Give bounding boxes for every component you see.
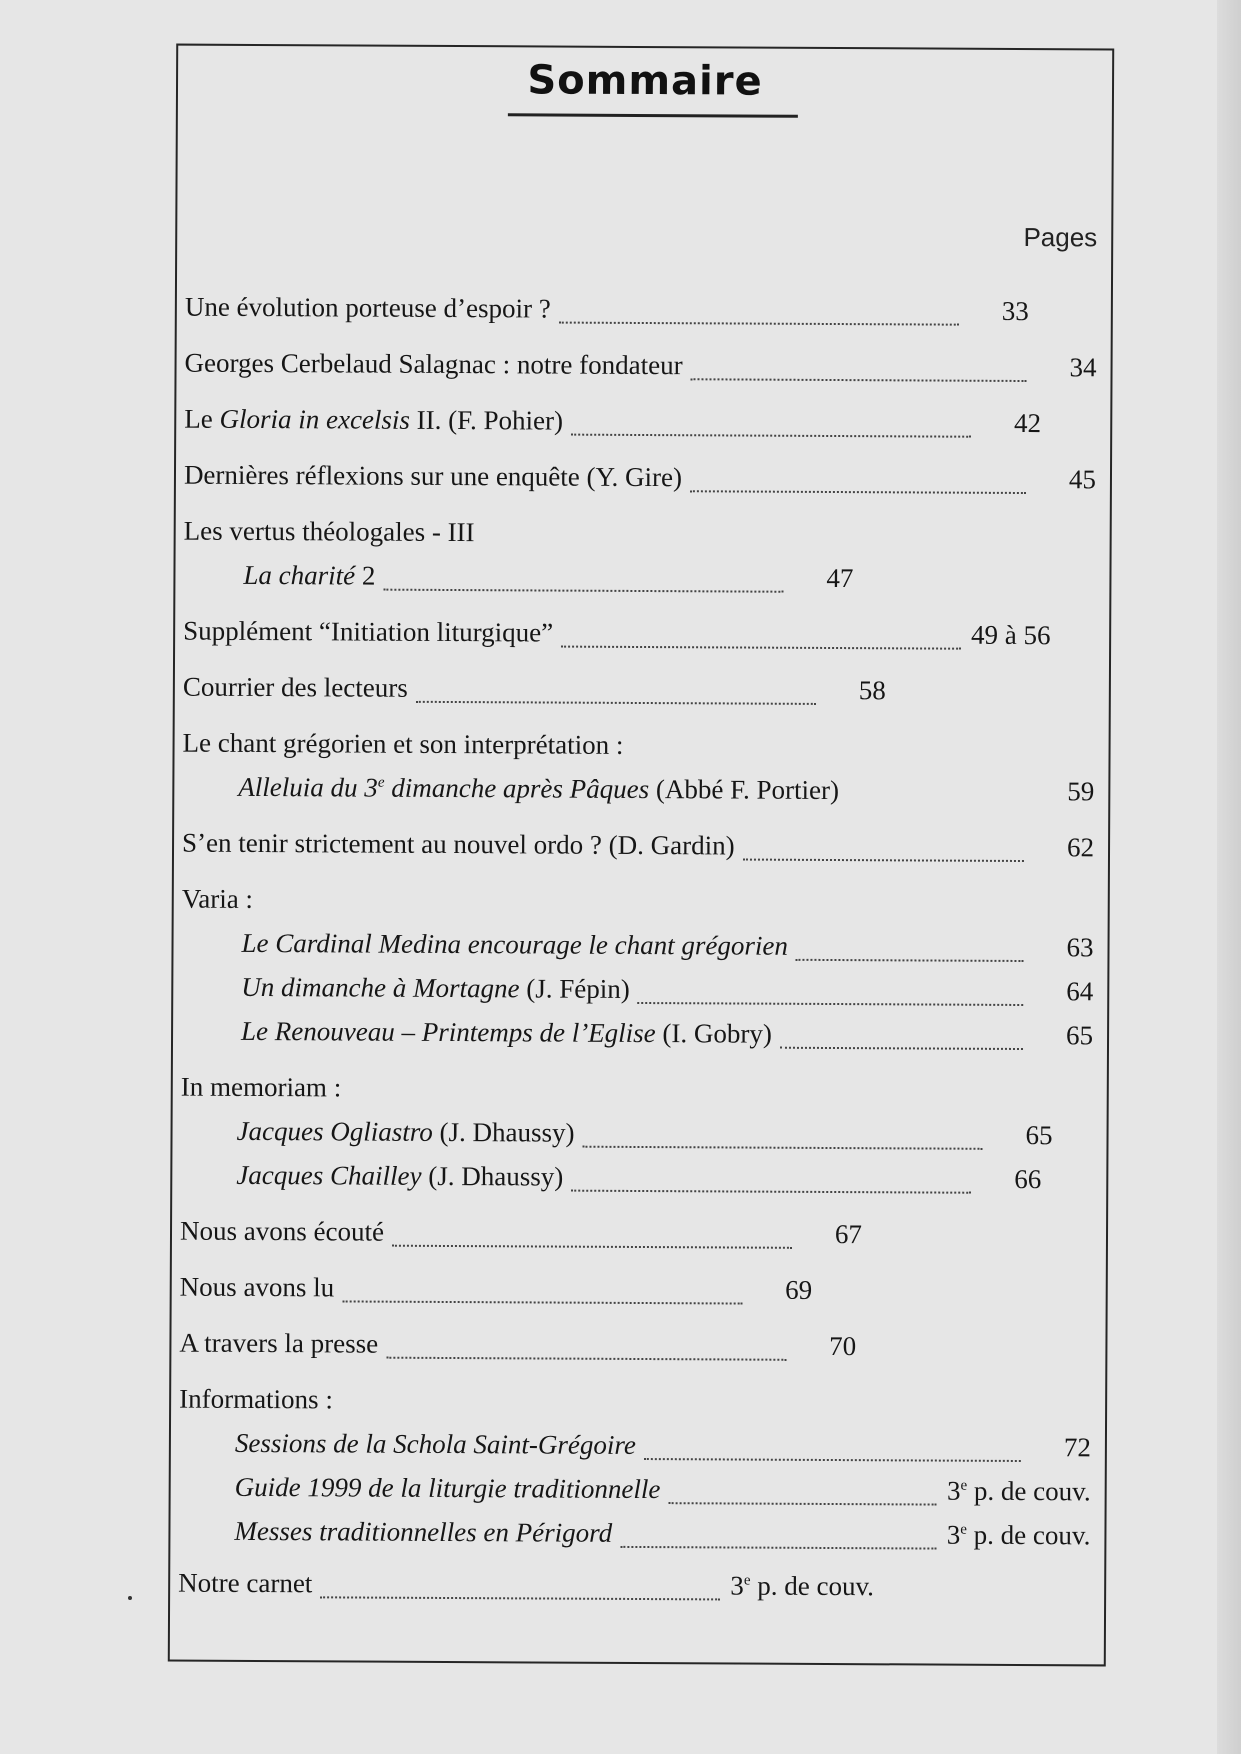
entry-italic: Jacques Ogliastro — [236, 1115, 433, 1147]
entry-page: 42 — [1013, 407, 1042, 439]
toc-entry — [235, 1472, 1091, 1516]
leader-dots — [668, 1500, 937, 1505]
entry-title: Supplément “Initiation liturgique” — [183, 615, 554, 648]
pages-column-header: Pages — [1023, 221, 1098, 253]
entry-italic: Alleluia du 3 — [238, 771, 378, 803]
toc-entry — [185, 292, 1097, 337]
toc-entry — [180, 1216, 1092, 1261]
entry-title: A travers la presse — [179, 1327, 379, 1359]
entry-title — [241, 972, 630, 1005]
entry-page: 45 — [1068, 464, 1097, 495]
entry-page: 33 — [1001, 295, 1029, 327]
entry-text: 2 — [355, 560, 376, 591]
entry-italic: dimanche après Pâques — [384, 772, 650, 805]
entry-title: Notre carnet — [178, 1567, 313, 1599]
toc-entry — [241, 928, 1093, 972]
scan-speck — [128, 1596, 132, 1600]
entry-title: Nous avons lu — [179, 1271, 335, 1303]
entry-title: S’en tenir strictement au nouvel ordo ? (D. Gardin) — [181, 827, 735, 861]
entry-page: 65 — [1065, 1020, 1094, 1051]
leader-dots — [383, 587, 783, 593]
leader-dots — [392, 1243, 792, 1249]
entry-title: Courrier des lecteurs — [182, 671, 408, 703]
leader-dots — [561, 644, 961, 650]
toc-entry — [183, 672, 1095, 717]
entry-italic: Messes traditionnelles en Périgord — [234, 1515, 613, 1548]
entry-page: 69 — [785, 1274, 813, 1305]
entry-page: 63 — [1066, 932, 1094, 963]
page-superscript: e — [960, 1477, 968, 1494]
page-suffix: p. de couv. — [966, 1519, 1091, 1551]
entry-page: 65 — [1025, 1120, 1053, 1151]
toc-entry — [234, 1516, 1090, 1560]
entry-page — [730, 1570, 874, 1602]
title-underline — [508, 113, 798, 118]
toc-section-heading — [184, 516, 1096, 561]
entry-title — [184, 404, 563, 437]
leader-dots — [571, 1188, 971, 1194]
page-edge — [1217, 0, 1241, 1754]
entry-text: (Abbé F. Portier) — [649, 774, 840, 806]
toc-entry — [243, 560, 1095, 604]
toc-entry — [182, 828, 1094, 873]
toc-entry — [178, 1568, 1090, 1613]
entry-page: 72 — [1063, 1432, 1091, 1463]
entry-text: (J. Fépin) — [519, 973, 630, 1004]
leader-dots — [743, 857, 1024, 862]
toc-entry — [180, 1272, 1092, 1317]
page-suffix: p. de couv. — [967, 1475, 1091, 1507]
toc-entry — [241, 972, 1093, 1016]
leader-dots — [320, 1594, 720, 1600]
entry-title — [243, 560, 375, 592]
entry-title — [241, 928, 788, 962]
entry-italic: Un dimanche à Mortagne — [241, 971, 520, 1004]
entry-italic: Jacques Chailley — [236, 1159, 422, 1191]
entry-italic: Sessions de la Schola Saint-Grégoire — [234, 1427, 636, 1460]
page-number: 3 — [946, 1519, 961, 1550]
entry-page — [947, 1520, 1091, 1552]
entry-text: (J. Dhaussy) — [432, 1116, 575, 1148]
entry-italic: Gloria in excelsis — [219, 403, 411, 435]
contents-frame — [168, 44, 1114, 1667]
entry-page: 62 — [1066, 832, 1095, 863]
entry-page: 66 — [1014, 1163, 1042, 1195]
leader-dots — [386, 1355, 786, 1361]
page-suffix: p. de couv. — [750, 1570, 875, 1602]
leader-dots — [690, 488, 1026, 494]
section-title: Le chant grégorien et son interprétation : — [182, 727, 624, 760]
entry-title: Dernières réflexions sur une enquête (Y. Gire) — [183, 459, 683, 493]
leader-dots — [780, 1045, 1023, 1050]
entry-italic: Le Renouveau – Printemps de l’Eglise — [240, 1015, 656, 1049]
entry-title: Georges Cerbelaud Salagnac : notre fondateur — [184, 347, 683, 381]
entry-title — [238, 772, 839, 806]
entry-italic: Le Cardinal Medina encourage le chant grégorien — [241, 927, 789, 961]
entry-italic: La charité — [243, 559, 356, 591]
entry-title: Nous avons écouté — [179, 1215, 385, 1247]
toc-entry — [184, 460, 1096, 505]
toc-section-heading — [182, 728, 1094, 773]
toc-entry — [184, 348, 1096, 393]
entry-page: 59 — [1067, 776, 1095, 807]
leader-dots — [620, 1544, 937, 1550]
section-title: In memoriam : — [180, 1071, 342, 1103]
entry-text: (J. Dhaussy) — [421, 1160, 564, 1192]
entry-page: 49 à 56 — [971, 619, 1051, 651]
leader-dots — [691, 376, 1027, 382]
spacer — [839, 799, 1034, 800]
leader-dots — [342, 1298, 742, 1304]
toc-entry — [179, 1328, 1091, 1373]
toc-entry — [236, 1160, 1092, 1204]
entry-text: II. (F. Pohier) — [409, 404, 564, 436]
entry-title — [236, 1160, 563, 1193]
entry-page: 34 — [1069, 352, 1097, 383]
toc-section-heading — [179, 1384, 1091, 1429]
entry-text: (I. Gobry) — [655, 1018, 773, 1049]
leader-dots — [644, 1456, 1021, 1462]
toc-section-heading — [182, 884, 1094, 929]
entry-page: 70 — [829, 1330, 857, 1362]
entry-page: 47 — [826, 562, 854, 594]
entry-title — [236, 1116, 574, 1149]
toc-entry — [184, 404, 1096, 449]
toc-entry — [236, 1116, 1092, 1160]
toc-section-heading — [181, 1072, 1093, 1117]
section-title: Les vertus théologales - III — [183, 515, 475, 548]
page-title: Sommaire — [527, 57, 763, 105]
page-superscript: e — [960, 1521, 968, 1538]
entry-page: 67 — [834, 1219, 863, 1250]
entry-page — [947, 1476, 1091, 1508]
section-title: Varia : — [181, 883, 254, 914]
leader-dots — [571, 432, 971, 438]
leader-dots — [416, 699, 816, 705]
entry-superscript: e — [377, 774, 385, 791]
leader-dots — [559, 320, 959, 326]
page-superscript: e — [743, 1572, 751, 1589]
page-number: 3 — [946, 1475, 961, 1506]
toc-entry — [183, 616, 1095, 661]
leader-dots — [796, 957, 1024, 962]
entry-title — [235, 1428, 636, 1461]
leader-dots — [638, 1000, 1024, 1006]
toc-entry — [241, 1016, 1093, 1060]
entry-title — [235, 1472, 661, 1505]
entry-title — [241, 1016, 772, 1050]
entry-italic: Guide 1999 de la liturgie traditionnelle — [234, 1471, 661, 1505]
section-title: Informations : — [179, 1383, 333, 1415]
toc-entry — [235, 1428, 1091, 1472]
entry-title: Une évolution porteuse d’espoir ? — [184, 291, 551, 324]
toc-entry — [238, 772, 1094, 816]
page-number: 3 — [730, 1570, 744, 1601]
entry-text: Le — [184, 403, 220, 434]
entry-page: 58 — [858, 675, 886, 706]
entry-page: 64 — [1066, 976, 1094, 1007]
entry-title — [234, 1516, 612, 1549]
leader-dots — [582, 1144, 982, 1150]
